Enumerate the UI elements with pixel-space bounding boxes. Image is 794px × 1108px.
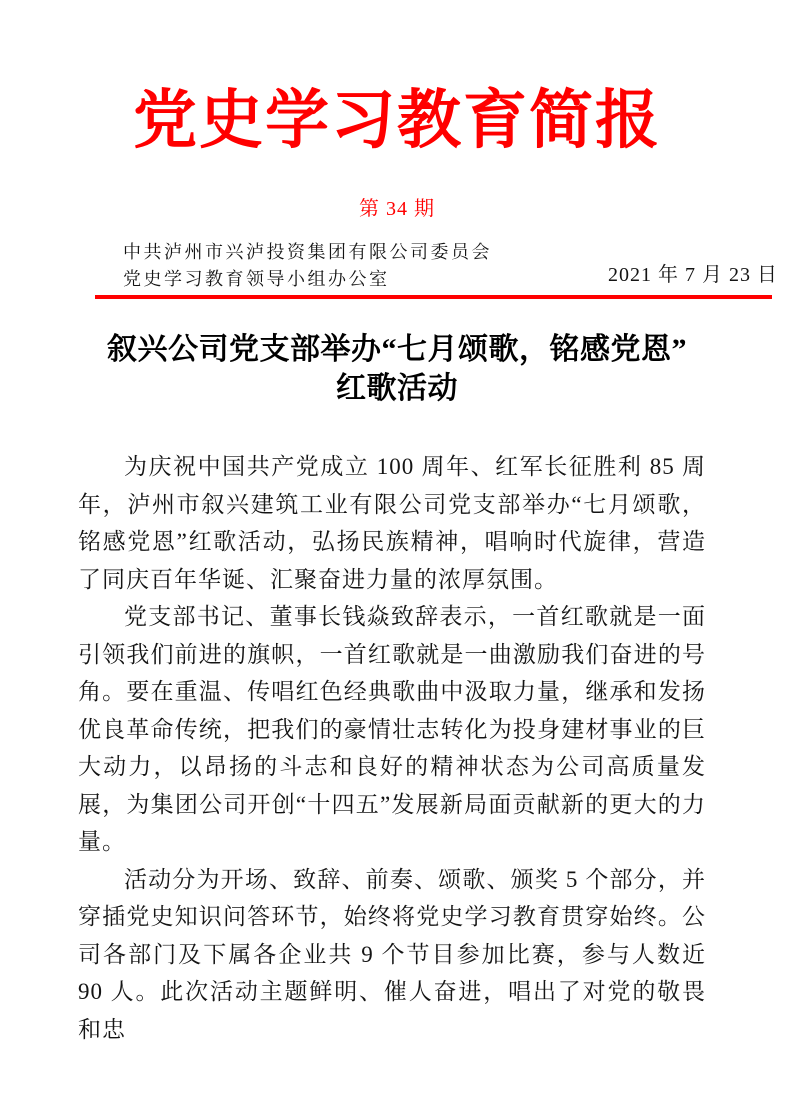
body-paragraph-3: 活动分为开场、致辞、前奏、颂歌、颁奖 5 个部分，并穿插党史知识问答环节，始终将党史学习教育贯穿始终。公司各部门及下属各企业共 9 个节目参加比赛，参与人数近 90 人。此次活动主题鲜明、催人奋进，唱出了对党的敬畏和忠 bbox=[78, 866, 706, 1042]
article-title-line-2: 红歌活动 bbox=[336, 372, 458, 405]
org-line-2: 党史学习教育领导小组办公室 bbox=[123, 269, 390, 289]
body-paragraph-1: 为庆祝中国共产党成立 100 周年、红军长征胜利 85 周年，泸州市叙兴建筑工业有限公司党支部举办“七月颂歌，铭感党恩”红歌活动，弘扬民族精神，唱响时代旋律，营造了同庆百年华诞、汇聚奋进力量的浓厚氛围。 bbox=[78, 454, 706, 592]
body-paragraph-2: 党支部书记、董事长钱焱致辞表示，一首红歌就是一面引领我们前进的旗帜，一首红歌就是一曲激励我们奋进的号角。要在重温、传唱红色经典歌曲中汲取力量，继承和发扬优良革命传统，把我们的豪情壮志转化为投身建材事业的巨大动力，以昂扬的斗志和良好的精神状态为公司高质量发展，为集团公司开创“十四五”发展新局面贡献新的更大的力量。 bbox=[78, 604, 706, 854]
article-title-line-1: 叙兴公司党支部举办“七月颂歌，铭感党恩” bbox=[107, 333, 687, 366]
article-body bbox=[78, 448, 706, 1048]
issue-number: 第 34 期 bbox=[359, 198, 435, 220]
issue-date: 2021 年 7 月 23 日 bbox=[608, 264, 778, 286]
issuing-org-block bbox=[123, 239, 492, 293]
article-title bbox=[0, 330, 794, 408]
red-divider-line bbox=[95, 295, 772, 299]
org-line-1: 中共泸州市兴泸投资集团有限公司委员会 bbox=[123, 242, 492, 262]
masthead-title: 党史学习教育简报 bbox=[133, 85, 661, 156]
